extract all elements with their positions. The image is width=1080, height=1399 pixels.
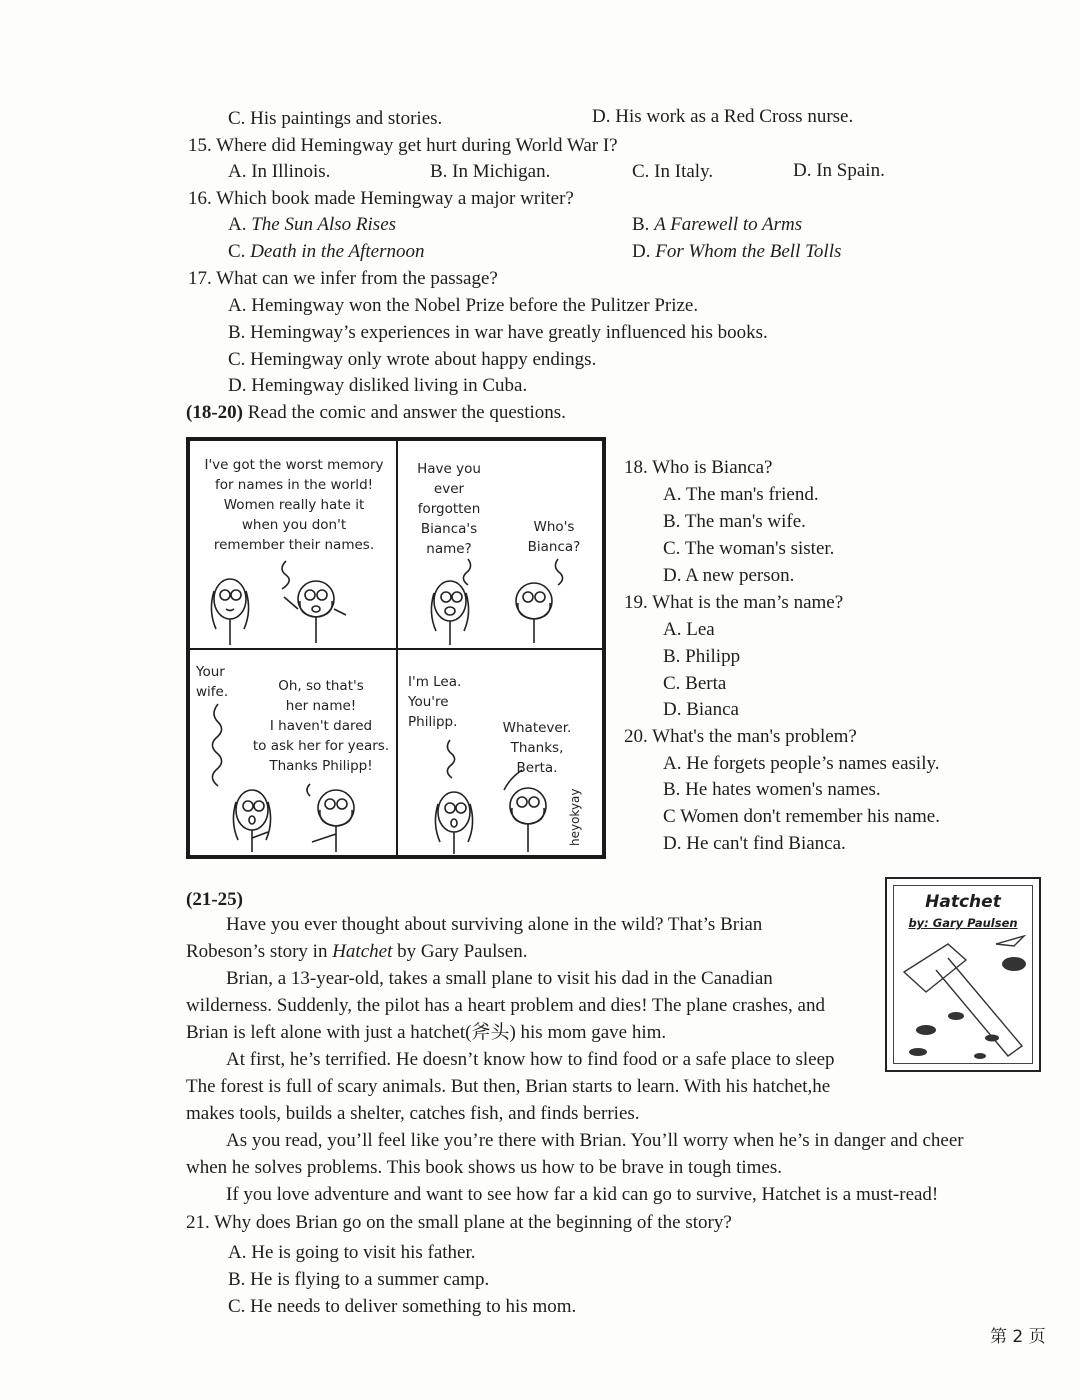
hatchet-illustration xyxy=(896,934,1034,1064)
q16-b-letter: B. xyxy=(632,214,655,235)
q19-option-a: A. Lea xyxy=(663,619,715,640)
comic-p4-right-speech: Whatever. Thanks, Berta. xyxy=(502,720,572,776)
comic-p3-drawing xyxy=(190,700,396,855)
q20-option-b: B. He hates women's names. xyxy=(663,779,881,800)
q19-option-c: C. Berta xyxy=(663,673,727,694)
comic-panel-1 xyxy=(188,439,398,650)
passage-line-2-pre: Robeson’s story in xyxy=(186,941,333,962)
section-18-20-heading xyxy=(186,401,566,425)
q19-option-b: B. Philipp xyxy=(663,646,741,667)
q14-option-c: C. His paintings and stories. xyxy=(228,108,443,129)
comic-p2-drawing xyxy=(398,551,602,648)
q14-option-d: D. His work as a Red Cross nurse. xyxy=(592,106,854,127)
q15-option-b: B. In Michigan. xyxy=(430,161,551,182)
section-18-20-instruction: Read the comic and answer the questions. xyxy=(242,402,566,423)
comic-panel-2 xyxy=(396,439,604,650)
q21-option-a: A. He is going to visit his father. xyxy=(228,1242,476,1263)
q20-option-d: D. He can't find Bianca. xyxy=(663,833,846,854)
q18-option-d: D. A new person. xyxy=(663,565,795,586)
passage-line-6: At first, he’s terrified. He doesn’t know how to find food or a safe place to sleep xyxy=(226,1049,835,1070)
comic-p4-drawing xyxy=(398,730,566,855)
q18-option-c: C. The woman's sister. xyxy=(663,538,835,559)
comic-credit: heyokyay xyxy=(568,788,582,846)
q15-option-a: A. In Illinois. xyxy=(228,161,331,182)
comic-panel-3 xyxy=(188,648,398,857)
q17-option-d: D. Hemingway disliked living in Cuba. xyxy=(228,375,528,396)
q20-option-c: C Women don't remember his name. xyxy=(663,806,940,827)
q21-option-b: B. He is flying to a summer camp. xyxy=(228,1269,490,1290)
q16-stem: 16. Which book made Hemingway a major writer? xyxy=(188,188,574,209)
passage-line-10: when he solves problems. This book shows us how to be brave in tough times. xyxy=(186,1157,782,1178)
book-cover-hatchet xyxy=(885,877,1041,1072)
q16-c-letter: C. xyxy=(228,241,251,262)
book-cover-title: Hatchet xyxy=(925,892,1001,912)
q16-a-title: The Sun Also Rises xyxy=(251,214,397,235)
comic-p3-right-speech: Oh, so that's her name! I haven't dared to ask her for years. Thanks Philipp! xyxy=(252,678,390,774)
page-number: 第 2 页 xyxy=(990,1327,1046,1347)
passage-line-3: Brian, a 13-year-old, takes a small plane to visit his dad in the Canadian xyxy=(226,968,773,989)
passage-line-9: As you read, you’ll feel like you’re there with Brian. You’ll worry when he’s in danger and cheer xyxy=(226,1130,964,1151)
q18-option-b: B. The man's wife. xyxy=(663,511,806,532)
q20-option-a: A. He forgets people’s names easily. xyxy=(663,753,940,774)
passage-line-2-post: by Gary Paulsen. xyxy=(392,941,528,962)
q15-option-d: D. In Spain. xyxy=(793,160,885,181)
q16-option-b xyxy=(632,213,802,237)
q19-stem: 19. What is the man’s name? xyxy=(624,592,844,613)
q18-option-a: A. The man's friend. xyxy=(663,484,819,505)
passage-line-4: wilderness. Suddenly, the pilot has a heart problem and dies! The plane crashes, and xyxy=(186,995,825,1016)
section-21-25-label: (21-25) xyxy=(186,889,243,910)
q20-stem: 20. What's the man's problem? xyxy=(624,726,857,747)
q16-option-c xyxy=(228,240,425,264)
q16-option-d xyxy=(632,240,841,264)
passage-book-title: Hatchet xyxy=(332,941,393,962)
passage-line-2 xyxy=(186,940,527,964)
q17-option-a: A. Hemingway won the Nobel Prize before the Pulitzer Prize. xyxy=(228,295,699,316)
q19-option-d: D. Bianca xyxy=(663,699,739,720)
book-cover-author: by: Gary Paulsen xyxy=(908,916,1018,930)
q15-option-c: C. In Italy. xyxy=(632,161,714,182)
comic-panel-4 xyxy=(396,648,604,857)
q16-d-letter: D. xyxy=(632,241,656,262)
q17-option-b: B. Hemingway’s experiences in war have greatly influenced his books. xyxy=(228,322,768,343)
passage-line-7: The forest is full of scary animals. But then, Brian starts to learn. With his hatchet,he xyxy=(186,1076,831,1097)
q21-option-c: C. He needs to deliver something to his mom. xyxy=(228,1296,577,1317)
q18-stem: 18. Who is Bianca? xyxy=(624,457,773,478)
q16-d-title: For Whom the Bell Tolls xyxy=(655,241,842,262)
comic-p3-left-speech: Your wife. xyxy=(196,664,229,700)
book-cover-frame xyxy=(893,885,1033,1064)
q16-a-letter: A. xyxy=(228,214,252,235)
q17-stem: 17. What can we infer from the passage? xyxy=(188,268,498,289)
comic-p2-left-speech: Have you ever forgotten Bianca's name? xyxy=(417,461,481,557)
comic-p2-right-speech: Who's Bianca? xyxy=(527,519,581,555)
q16-option-a xyxy=(228,213,396,237)
q15-stem: 15. Where did Hemingway get hurt during World War I? xyxy=(188,135,618,156)
q16-b-title: A Farewell to Arms xyxy=(654,214,803,235)
passage-line-11: If you love adventure and want to see how far a kid can go to survive, Hatchet is a must-read! xyxy=(226,1184,939,1205)
comic-p1-drawing xyxy=(190,551,396,648)
passage-line-5: Brian is left alone with just a hatchet(斧头) his mom gave him. xyxy=(186,1022,667,1043)
comic-p4-left-speech: I'm Lea. You're Philipp. xyxy=(408,674,462,730)
q17-option-c: C. Hemingway only wrote about happy endings. xyxy=(228,349,597,370)
passage-line-1: Have you ever thought about surviving alone in the wild? That’s Brian xyxy=(226,914,763,935)
section-18-20-label: (18-20) xyxy=(186,402,243,423)
q21-stem: 21. Why does Brian go on the small plane at the beginning of the story? xyxy=(186,1212,732,1233)
passage-line-8: makes tools, builds a shelter, catches fish, and finds berries. xyxy=(186,1103,640,1124)
comic-strip xyxy=(186,437,606,859)
comic-p1-speech: I've got the worst memory for names in the world! Women really hate it when you don't remember their names. xyxy=(204,457,384,553)
q16-c-title: Death in the Afternoon xyxy=(250,241,425,262)
